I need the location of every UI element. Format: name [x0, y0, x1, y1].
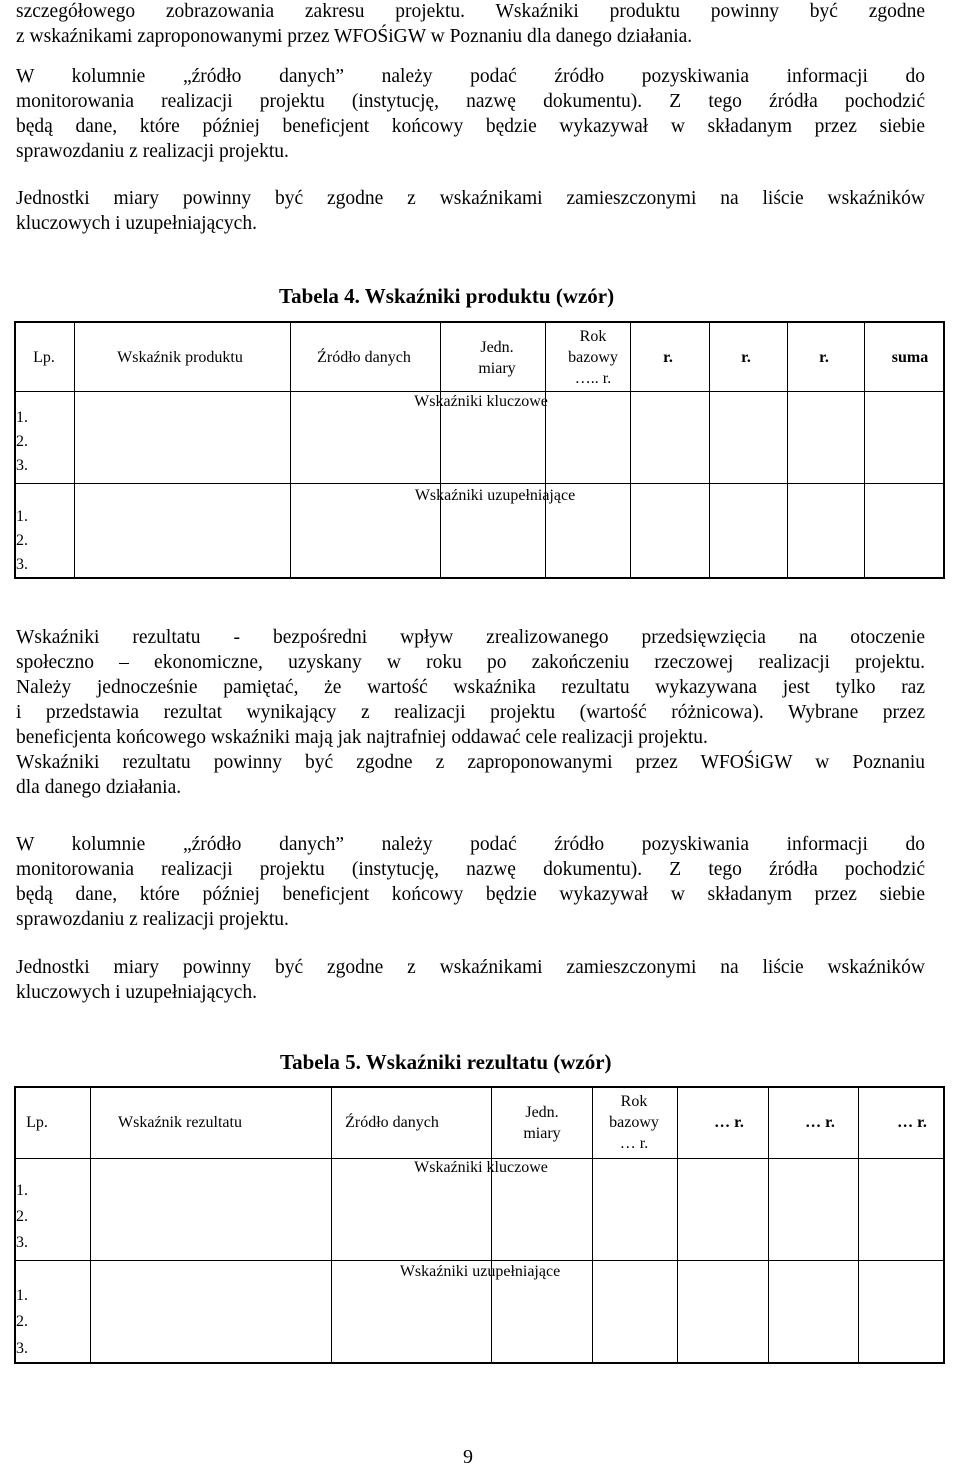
header-base-year: [609, 1091, 659, 1154]
column-divider: [709, 323, 710, 577]
column-divider: [74, 323, 75, 577]
header-year-2: … r.: [805, 1114, 835, 1131]
row-number: 2.: [16, 532, 28, 549]
text-line: Wskaźniki rezultatu powinny być zgodne z zaproponowanymi przez WFOŚiGW w Poznaniu: [16, 752, 925, 773]
text-line: będą dane, które później beneficjent końcowy będzie wykazywał w składanym przez siebie: [16, 884, 925, 905]
column-divider: [440, 323, 441, 577]
column-divider: [677, 1088, 678, 1362]
header-year-3: … r.: [897, 1114, 927, 1131]
header-base-year-line2: bazowy: [568, 349, 618, 366]
text-line: szczegółowego zobrazowania zakresu projektu. Wskaźniki produktu powinny być zgodne: [16, 1, 925, 22]
text-line: będą dane, które później beneficjent końcowy będzie wykazywał w składanym przez siebie: [16, 116, 925, 137]
section-supplementary-indicators: Wskaźniki uzupełniające: [414, 487, 576, 504]
text-line: z wskaźnikami zaproponowanymi przez WFOŚiGW w Poznaniu dla danego działania.: [16, 26, 693, 47]
paragraph-data-source: [16, 64, 925, 164]
header-base-year-line1: Rok: [620, 1093, 648, 1110]
header-unit-line2: miary: [478, 360, 516, 377]
text-line: monitorowania realizacji projektu (instytucję, nazwę dokumentu). Z tego źródła pochodzić: [16, 91, 925, 112]
header-source: Źródło danych: [345, 1114, 439, 1131]
column-divider: [592, 1088, 593, 1362]
header-unit-line2: miary: [523, 1125, 561, 1142]
column-divider: [331, 1088, 332, 1362]
text-line: sprawozdaniu z realizacji projektu.: [16, 909, 289, 930]
row-number: 1.: [16, 508, 28, 525]
column-divider: [90, 1088, 91, 1362]
text-line: kluczowych i uzupełniających.: [16, 213, 257, 234]
section-key-indicators: Wskaźniki kluczowe: [414, 393, 548, 410]
column-divider: [290, 323, 291, 577]
column-divider: [768, 1088, 769, 1362]
header-base-year-line3: ….. r.: [574, 370, 612, 387]
row-number: 3.: [16, 1234, 28, 1251]
column-divider: [858, 1088, 859, 1362]
text-line: dla danego działania.: [16, 777, 182, 798]
header-source: Źródło danych: [317, 349, 411, 366]
row-number: 2.: [16, 1313, 28, 1330]
header-unit-line1: Jedn.: [525, 1104, 559, 1121]
row-number: 2.: [16, 433, 28, 450]
paragraph-product-intro-end: [16, 0, 925, 49]
column-divider: [491, 1088, 492, 1362]
text-line: W kolumnie „źródło danych” należy podać źródło pozyskiwania informacji do: [16, 66, 925, 87]
paragraph-units-2: [16, 955, 925, 1005]
header-unit-line1: Jedn.: [480, 339, 514, 356]
column-divider: [545, 323, 546, 577]
row-number: 1.: [16, 409, 28, 426]
header-base-year-line2: bazowy: [609, 1114, 659, 1131]
header-indicator: Wskaźnik rezultatu: [118, 1114, 242, 1131]
text-line: kluczowych i uzupełniających.: [16, 982, 257, 1003]
header-base-year-line1: Rok: [579, 328, 607, 345]
row-divider: [16, 483, 943, 484]
header-year-1: r.: [663, 349, 673, 366]
section-key-indicators: Wskaźniki kluczowe: [414, 1159, 548, 1176]
header-unit: [523, 1102, 560, 1144]
column-divider: [864, 323, 865, 577]
row-number: 1.: [16, 1182, 28, 1199]
header-sum: suma: [891, 349, 929, 366]
table-4-caption: Tabela 4. Wskaźniki produktu (wzór): [279, 284, 615, 308]
paragraph-data-source-2: [16, 832, 925, 932]
header-base-year: [568, 326, 618, 389]
row-number: 3.: [16, 457, 28, 474]
header-indicator: Wskaźnik produktu: [117, 349, 243, 366]
row-number: 3.: [16, 1340, 28, 1357]
column-divider: [630, 323, 631, 577]
column-divider: [787, 323, 788, 577]
row-number: 3.: [16, 556, 28, 573]
row-number: 2.: [16, 1208, 28, 1225]
text-line: Jednostki miary powinny być zgodne z wskaźnikami zamieszczonymi na liście wskaźników: [16, 957, 925, 978]
text-line: W kolumnie „źródło danych” należy podać źródło pozyskiwania informacji do: [16, 834, 925, 855]
paragraph-result-indicators: [16, 625, 925, 800]
page-number: 9: [463, 1446, 473, 1468]
header-year-1: … r.: [714, 1114, 744, 1131]
header-base-year-line3: … r.: [619, 1135, 649, 1152]
table-5-caption: Tabela 5. Wskaźniki rezultatu (wzór): [280, 1050, 612, 1074]
section-supplementary-indicators: Wskaźniki uzupełniające: [399, 1263, 561, 1280]
text-line: monitorowania realizacji projektu (instytucję, nazwę dokumentu). Z tego źródła pochodzić: [16, 859, 925, 880]
header-lp: Lp.: [26, 1114, 48, 1131]
header-year-2: r.: [741, 349, 751, 366]
header-unit: [478, 337, 515, 379]
text-line: i przedstawia rezultat wynikający z realizacji projektu (wartość różnicowa). Wybrane przez: [16, 702, 925, 723]
text-line: Wskaźniki rezultatu - bezpośredni wpływ zrealizowanego przedsięwzięcia na otoczenie: [16, 627, 925, 648]
text-line: Jednostki miary powinny być zgodne z wskaźnikami zamieszczonymi na liście wskaźników: [16, 188, 925, 209]
text-line: sprawozdaniu z realizacji projektu.: [16, 141, 289, 162]
text-line: Należy jednocześnie pamiętać, że wartość wskaźnika rezultatu wykazywana jest tylko raz: [16, 677, 925, 698]
header-year-3: r.: [819, 349, 829, 366]
text-line: społeczno – ekonomiczne, uzyskany w roku po zakończeniu rzeczowej realizacji projektu.: [16, 652, 925, 673]
row-number: 1.: [16, 1287, 28, 1304]
text-line: beneficjenta końcowego wskaźniki mają jak najtrafniej oddawać cele realizacji projektu.: [16, 727, 708, 748]
paragraph-units: [16, 186, 925, 236]
header-lp: Lp.: [33, 349, 55, 366]
